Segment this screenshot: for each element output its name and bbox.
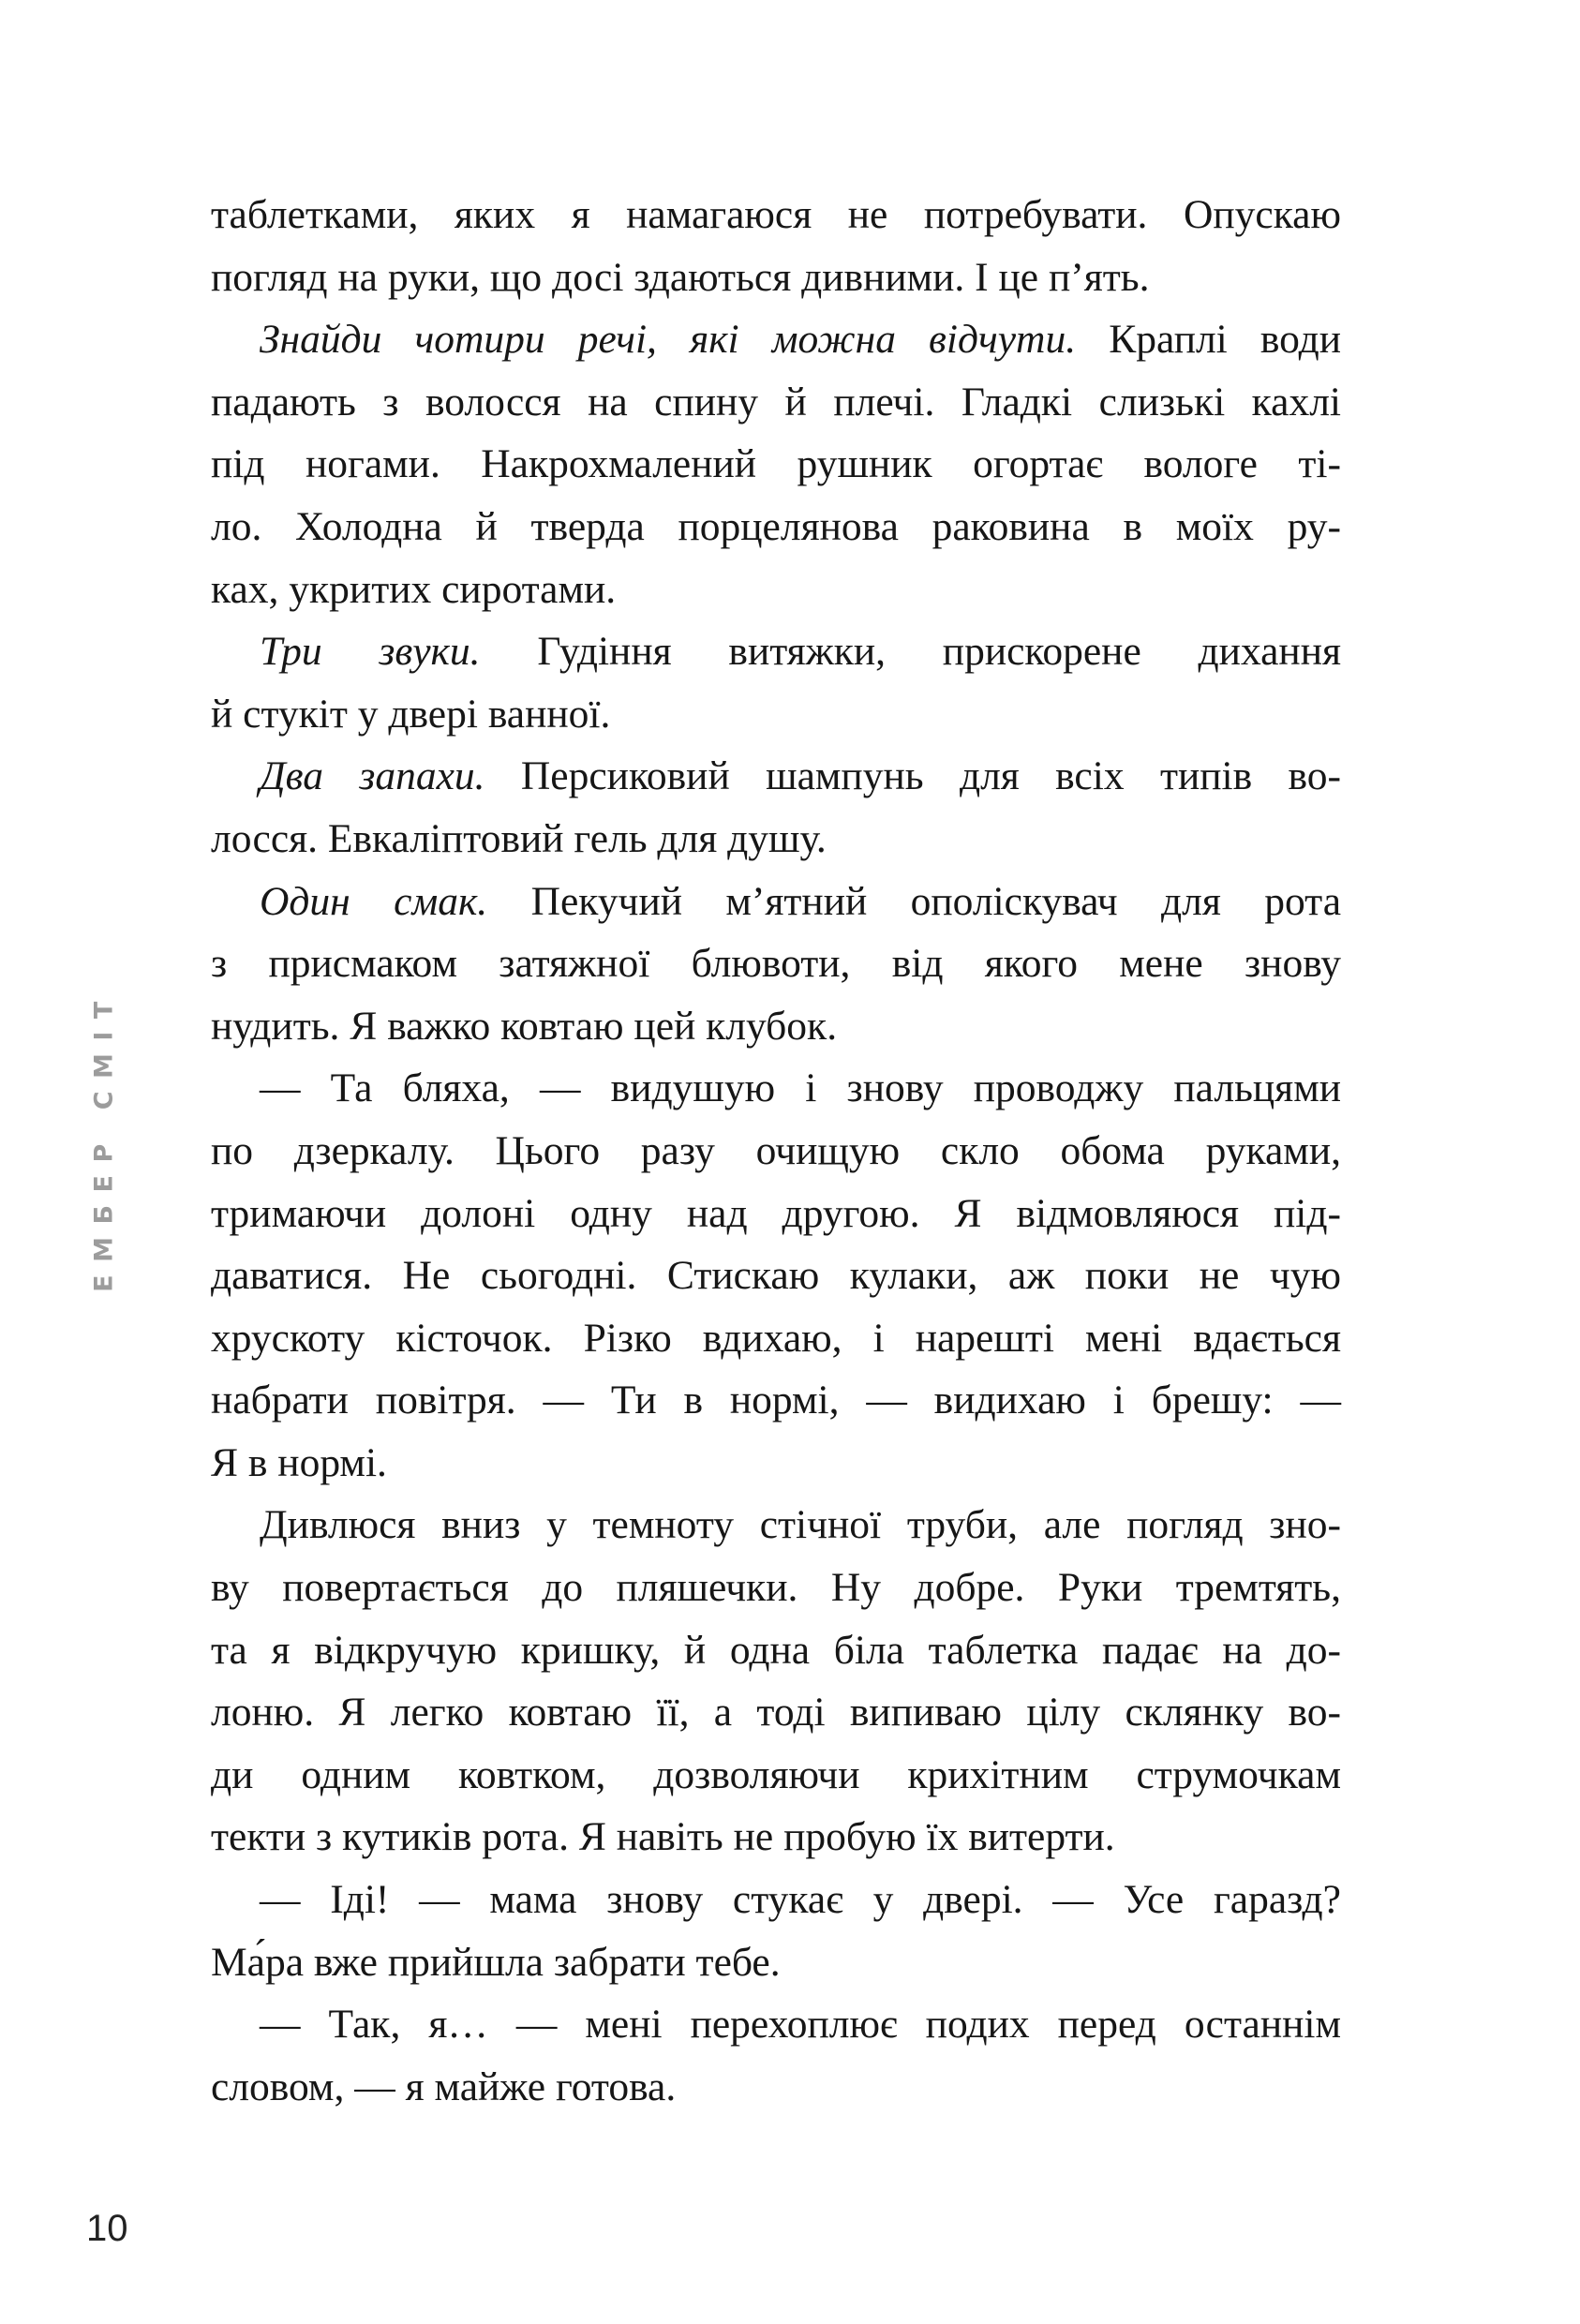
text-line: й стукіт у двері ванної. (211, 691, 611, 737)
text-line: ву повертається до пляшечки. Ну добре. Руки тремтять, (211, 1565, 1341, 1611)
text-line: таблетками, яких я намагаюся не потребувати. Опускаю (211, 192, 1341, 237)
text-line: та я відкручую кришку, й одна біла таблетка падає на до- (211, 1627, 1341, 1673)
text-line (211, 745, 1341, 808)
text-run: Персиковий шампунь для всіх типів во- (484, 753, 1341, 799)
text-line: нудить. Я важко ковтаю цей клубок. (211, 1003, 838, 1049)
text-line (211, 871, 1341, 933)
text-line: з присмаком затяжної блювоти, від якого мене знову (211, 941, 1341, 987)
text-line: — Так, я… — мені перехоплює подих перед останнім (260, 2002, 1341, 2048)
text-line: Дивлюся вниз у темноту стічної труби, але погляд зно- (260, 1502, 1341, 1548)
text-line: даватися. Не сьогодні. Стискаю кулаки, аж поки не чую (211, 1253, 1341, 1299)
text-line (211, 620, 1341, 683)
text-line: погляд на руки, що досі здаються дивними. І це п’ять. (211, 254, 1150, 300)
text-line: словом, — я майже готова. (211, 2063, 677, 2109)
text-run: Гудіння витяжки, прискорене дихання (480, 629, 1342, 675)
text-line: лоню. Я легко ковтаю її, а тоді випиваю цілу склянку во- (211, 1690, 1341, 1736)
text-line: лосся. Евкаліптовий гель для душу. (211, 815, 827, 861)
text-line: хрускоту кісточок. Різко вдихаю, і нарешті мені вдається (211, 1315, 1341, 1361)
text-line: набрати повітря. — Ти в нормі, — видихаю і брешу: — (211, 1378, 1341, 1423)
text-line: текти з кутиків рота. Я навіть не пробую їх витерти. (211, 1814, 1115, 1860)
text-line: ках, укритих сиротами. (211, 566, 617, 612)
italic-phrase: Два запахи. (260, 753, 485, 799)
italic-phrase: Три звуки. (260, 629, 481, 675)
italic-phrase: Знайди чотири речі, які можна відчути. (260, 317, 1077, 363)
text-line: — Та бляха, — видушую і знову проводжу пальцями (260, 1065, 1341, 1111)
text-run: Пекучий м’ятний ополіскувач для рота (487, 878, 1342, 924)
text-line (211, 308, 1341, 371)
text-line: ло. Холодна й тверда порцелянова раковина в моїх ру- (211, 503, 1341, 549)
text-line: Я в нормі. (211, 1439, 387, 1485)
text-line: — Іді! — мама знову стукає у двері. — Усе гаразд? (260, 1877, 1341, 1923)
text-run: Краплі води (1076, 317, 1341, 363)
text-line: ди одним ковтком, дозволяючи крихітним струмочкам (211, 1751, 1341, 1797)
text-line: падають з волосся на спину й плечі. Гладкі слизькі кахлі (211, 379, 1341, 425)
body-text (211, 184, 1341, 2118)
text-line: по дзеркалу. Цього разу очищую скло обома руками, (211, 1127, 1341, 1173)
italic-phrase: Один смак. (260, 878, 488, 924)
text-line: Ма́ра вже прийшла забрати тебе. (211, 1939, 781, 1985)
page-number: 10 (86, 2208, 128, 2249)
text-line: під ногами. Накрохмалений рушник огортає вологе ті- (211, 441, 1341, 487)
running-head-author: ЕМБЕР СМІТ (89, 989, 119, 1292)
text-line: тримаючи долоні одну над другою. Я відмовляюся під- (211, 1190, 1341, 1236)
